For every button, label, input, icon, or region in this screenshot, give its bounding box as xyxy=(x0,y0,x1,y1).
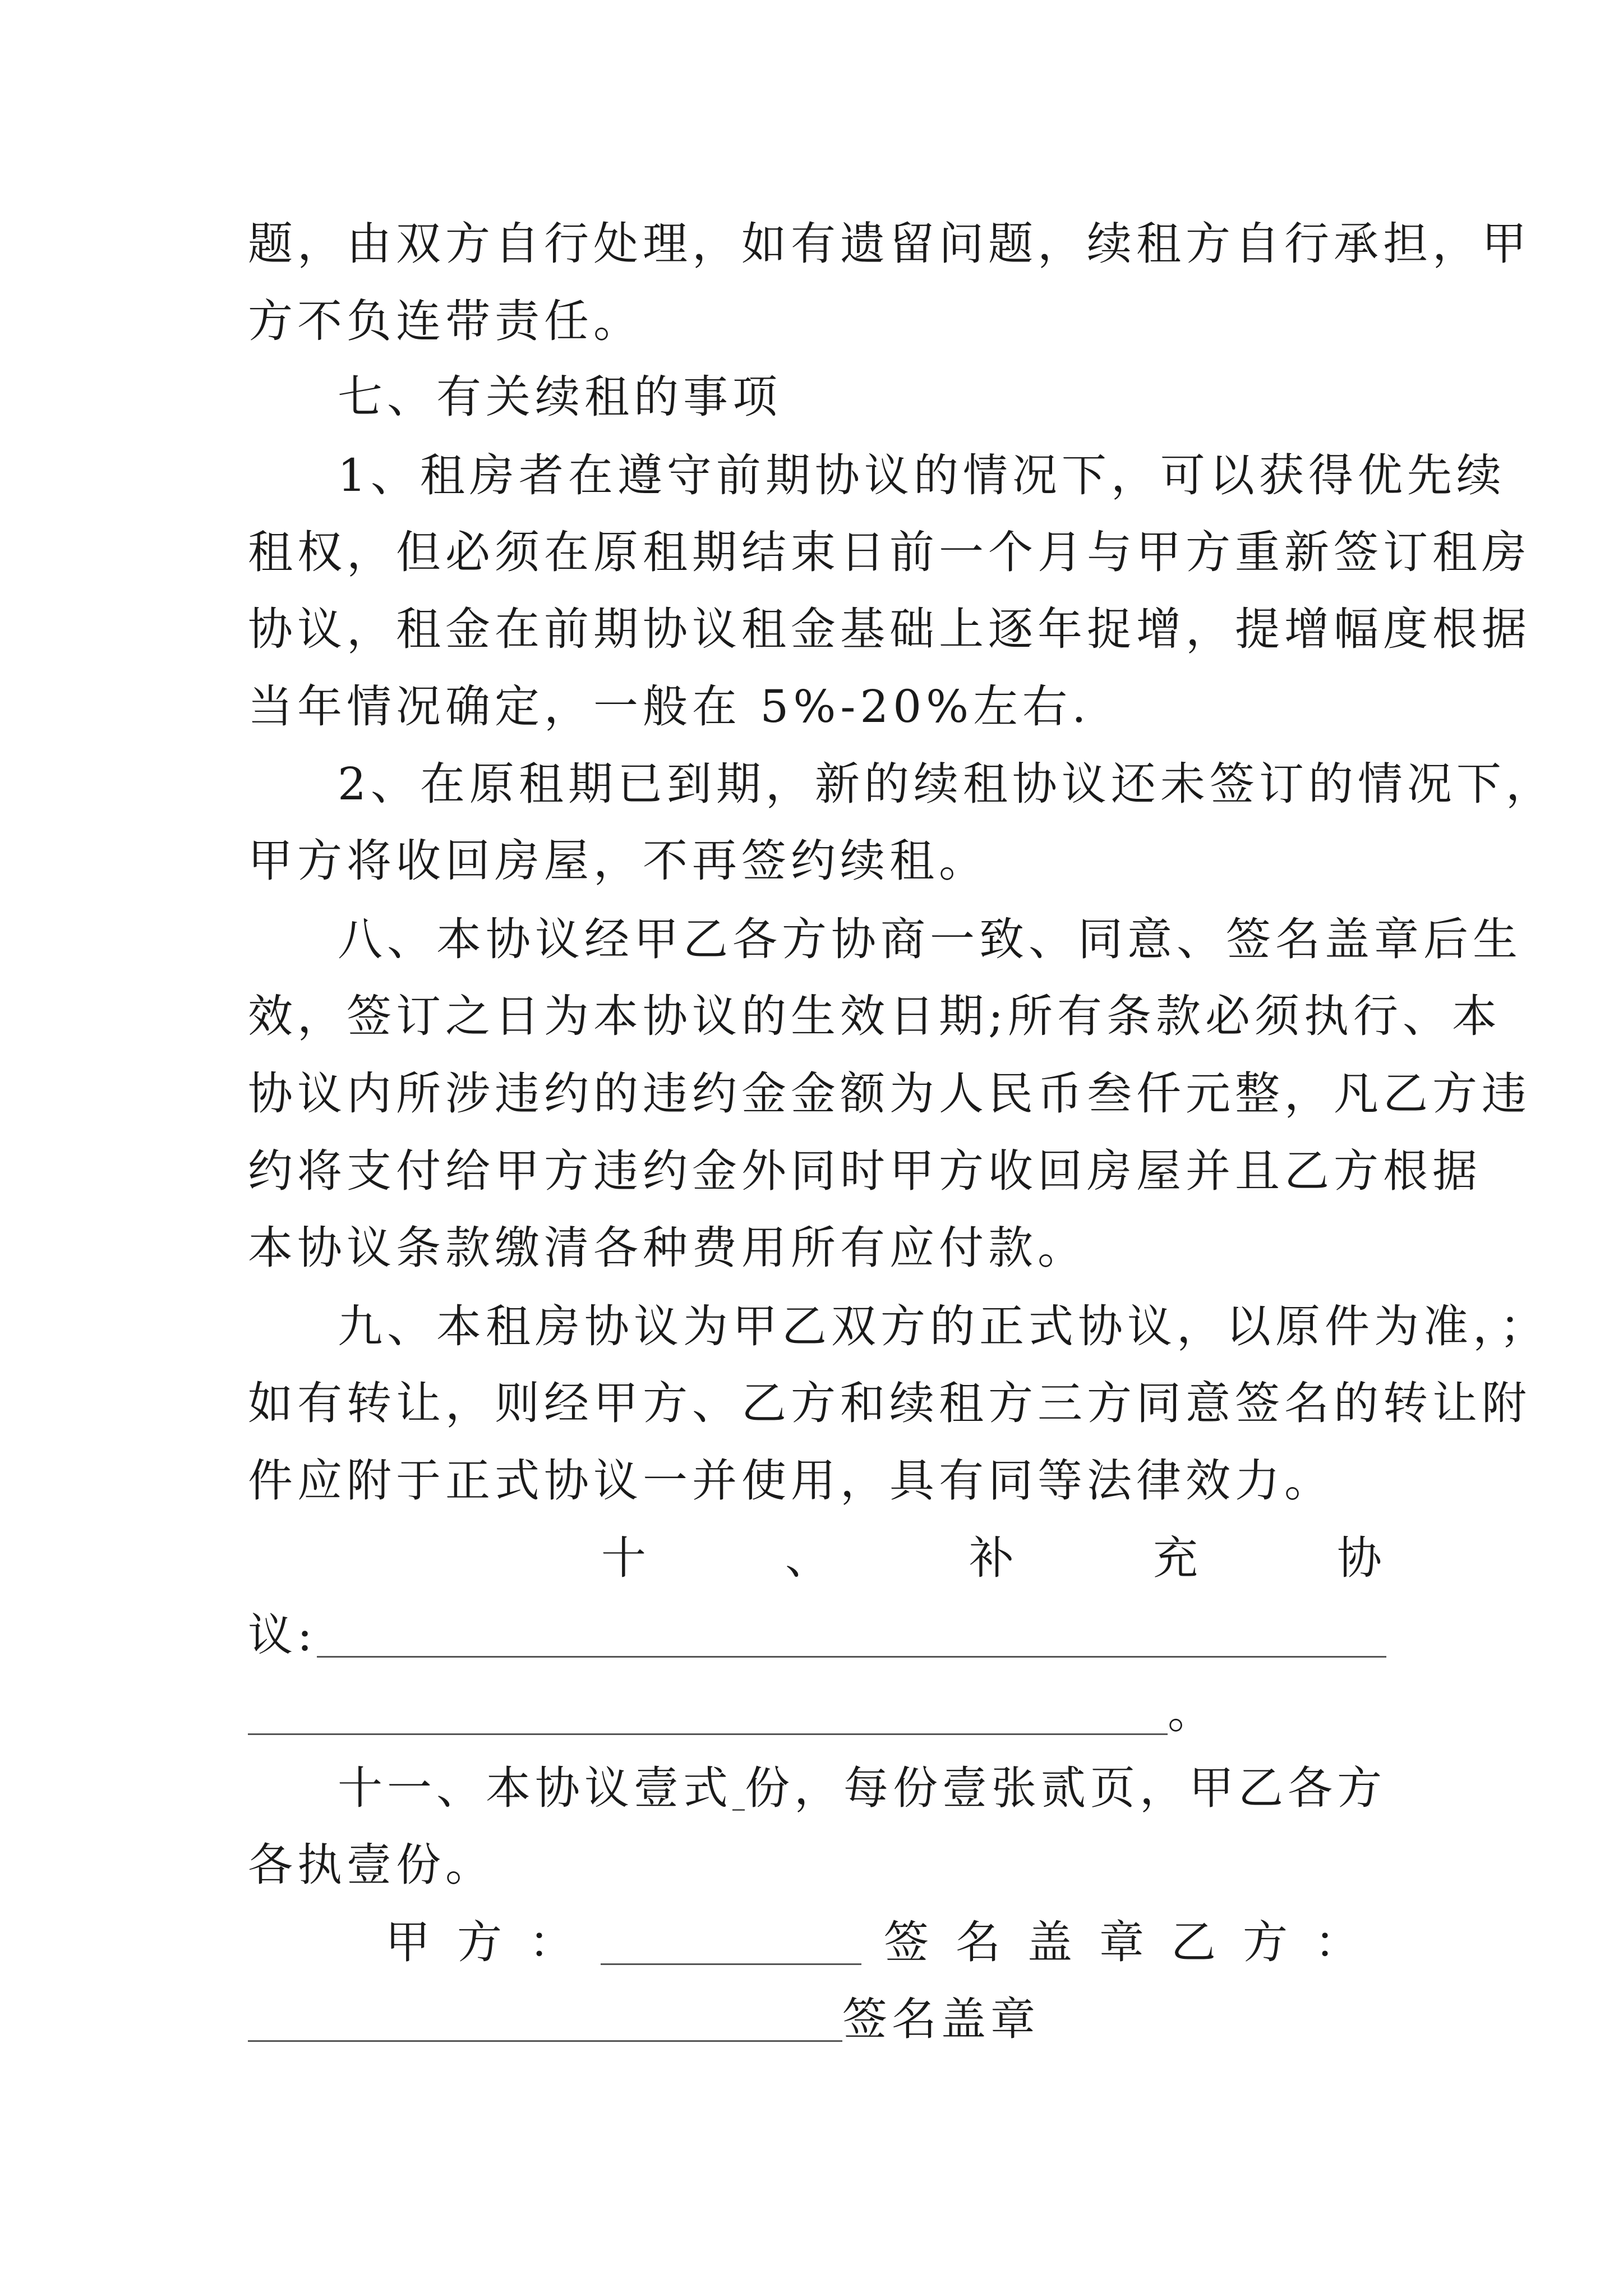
supplement-suffix: 。 xyxy=(1168,1686,1217,1738)
copies-line-1 xyxy=(248,1749,1386,1828)
supplement-blank-1[interactable] xyxy=(317,1605,1386,1658)
sign-seal-party-b-label: 签名盖章乙方： xyxy=(884,1916,1386,1968)
text-line-16: 如有转让，则经甲方、乙方和续租方三方同意签名的转让附 xyxy=(248,1377,1531,1429)
supplement-char-2: 、 xyxy=(785,1532,834,1584)
text-line-4: 1、租房者在遵守前期协议的情况下，可以获得优先续 xyxy=(338,449,1506,501)
text-line-17: 件应附于正式协议一并使用，具有同等法律效力。 xyxy=(248,1455,1334,1507)
text-line-9: 甲方将收回房屋，不再签约续租。 xyxy=(248,835,988,887)
sign-seal-label: 签名盖章 xyxy=(842,1993,1040,2045)
copies-suffix: 份，每份壹张贰页，甲乙各方 xyxy=(745,1762,1386,1814)
supplement-char-3: 补 xyxy=(969,1532,1018,1584)
supplement-line-2 xyxy=(248,1596,1386,1674)
text-line-11: 效，签订之日为本协议的生效日期;所有条款必须执行、本 xyxy=(248,990,1501,1042)
text-line-7: 当年情况确定，一般在 5%-20%左右. xyxy=(248,680,1091,733)
text-line-12: 协议内所涉违约的违约金金额为人民币叁仟元整，凡乙方违 xyxy=(248,1068,1531,1120)
party-a-signature-blank[interactable] xyxy=(601,1913,861,1965)
party-b-signature-blank[interactable] xyxy=(248,1990,842,2042)
text-line-8: 2、在原租期已到期，新的续租协议还未签订的情况下， xyxy=(338,758,1555,810)
signature-line-2 xyxy=(248,1980,1386,2059)
text-line-14: 本协议条款缴清各种费用所有应付款。 xyxy=(248,1222,1087,1274)
supplement-char-5: 协 xyxy=(1337,1532,1386,1584)
section-heading-8: 八、本协议经甲乙各方协商一致、同意、签名盖章后生 xyxy=(338,913,1522,965)
text-line-2: 方不负连带责任。 xyxy=(248,295,643,347)
copies-count-blank[interactable] xyxy=(732,1759,745,1811)
section-heading-9: 九、本租房协议为甲乙双方的正式协议，以原件为准，； xyxy=(338,1300,1549,1352)
supplement-heading xyxy=(248,1519,1386,1598)
text-line-6: 协议，租金在前期协议租金基础上逐年捉增，提增幅度根据 xyxy=(248,603,1531,655)
copies-line-2: 各执壹份。 xyxy=(248,1839,495,1891)
text-line-5: 租权，但必须在原租期结束日前一个月与甲方重新签订租房 xyxy=(248,526,1531,578)
party-a-label: 甲方： xyxy=(385,1916,601,1968)
text-line-1: 题，由双方自行处理，如有遗留问题，续租方自行承担，甲 xyxy=(248,218,1531,270)
signature-line-1 xyxy=(248,1903,1386,1982)
supplement-blank-2[interactable] xyxy=(248,1683,1168,1735)
text-line-13: 约将支付给甲方违约金外同时甲方收回房屋并且乙方根据 xyxy=(248,1145,1482,1197)
supplement-line-3 xyxy=(248,1673,1386,1752)
supplement-char-1: 十 xyxy=(601,1532,651,1584)
copies-prefix: 十一、本协议壹式 xyxy=(338,1762,732,1814)
supplement-prefix: 议: xyxy=(248,1609,317,1661)
supplement-char-4: 充 xyxy=(1153,1532,1202,1584)
section-heading-7: 七、有关续租的事项 xyxy=(338,371,782,423)
